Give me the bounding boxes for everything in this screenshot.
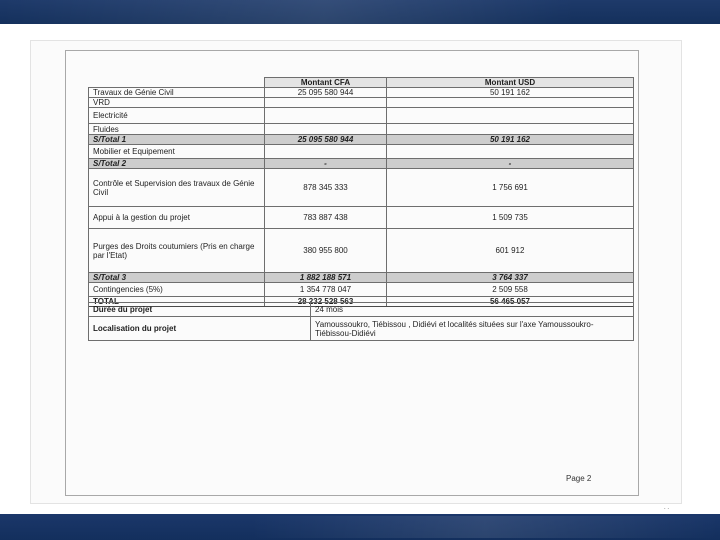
table-row	[89, 108, 634, 124]
total-cfa: 28 232 528 563	[265, 297, 387, 307]
total-label: TOTAL	[89, 297, 265, 307]
header-montant-usd: Montant USD	[387, 78, 634, 88]
table-row	[89, 169, 634, 207]
subtotal-usd: -	[387, 159, 634, 169]
row-usd: 2 509 558	[387, 283, 634, 297]
subtotal-label: S/Total 2	[89, 159, 265, 169]
subtotal-label: S/Total 3	[89, 273, 265, 283]
location-label: Localisation du projet	[89, 317, 311, 341]
bottom-banner	[0, 514, 720, 540]
subtotal-cfa: 1 882 188 571	[265, 273, 387, 283]
row-label: Purges des Droits coutumiers (Pris en charge par l'Etat)	[89, 229, 265, 273]
table-row	[89, 283, 634, 297]
table-row	[89, 98, 634, 108]
location-value: Yamoussoukro, Tiébissou , Didiévi et localités situées sur l'axe Yamoussoukro-Tiébissou-Didiévi	[311, 317, 634, 341]
duration-value: 24 mois	[311, 303, 634, 317]
row-cfa: 783 887 438	[265, 207, 387, 229]
row-cfa	[265, 108, 387, 124]
row-label: Travaux de Génie Civil	[89, 88, 265, 98]
table-header-row	[89, 78, 634, 88]
subtotal-row	[89, 273, 634, 283]
duration-label: Durée du projet	[89, 303, 311, 317]
table-row	[89, 124, 634, 135]
row-cfa: 380 955 800	[265, 229, 387, 273]
top-banner	[0, 0, 720, 24]
row-label: Mobilier et Equipement	[89, 145, 265, 159]
subtotal-cfa: 25 095 580 944	[265, 135, 387, 145]
location-row	[89, 317, 634, 341]
subtotal-usd: 3 764 337	[387, 273, 634, 283]
row-label: Electricité	[89, 108, 265, 124]
row-usd: 1 509 735	[387, 207, 634, 229]
header-blank-cell	[89, 78, 265, 88]
budget-table	[88, 77, 634, 307]
row-usd: 1 756 691	[387, 169, 634, 207]
row-cfa: 1 354 778 047	[265, 283, 387, 297]
duration-row	[89, 303, 634, 317]
table-row	[89, 229, 634, 273]
row-label: VRD	[89, 98, 265, 108]
subtotal-row	[89, 159, 634, 169]
table-row	[89, 207, 634, 229]
row-label: Contrôle et Supervision des travaux de Génie Civil	[89, 169, 265, 207]
row-usd	[387, 145, 634, 159]
row-cfa	[265, 145, 387, 159]
row-cfa: 25 095 580 944	[265, 88, 387, 98]
header-montant-cfa: Montant CFA	[265, 78, 387, 88]
subtotal-label: S/Total 1	[89, 135, 265, 145]
row-label: Contingencies (5%)	[89, 283, 265, 297]
row-usd	[387, 124, 634, 135]
row-usd: 50 191 162	[387, 88, 634, 98]
subtotal-cfa: -	[265, 159, 387, 169]
row-cfa	[265, 124, 387, 135]
row-usd	[387, 108, 634, 124]
subtotal-usd: 50 191 162	[387, 135, 634, 145]
total-usd: 56 465 057	[387, 297, 634, 307]
project-info-table	[88, 302, 634, 341]
subtotal-row	[89, 135, 634, 145]
table-row	[89, 88, 634, 98]
table-row	[89, 145, 634, 159]
row-cfa: 878 345 333	[265, 169, 387, 207]
row-usd	[387, 98, 634, 108]
row-label: Appui à la gestion du projet	[89, 207, 265, 229]
row-label: Fluides	[89, 124, 265, 135]
corner-mark: . .	[664, 505, 670, 511]
row-usd: 601 912	[387, 229, 634, 273]
page-number: Page 2	[566, 474, 592, 483]
row-cfa	[265, 98, 387, 108]
